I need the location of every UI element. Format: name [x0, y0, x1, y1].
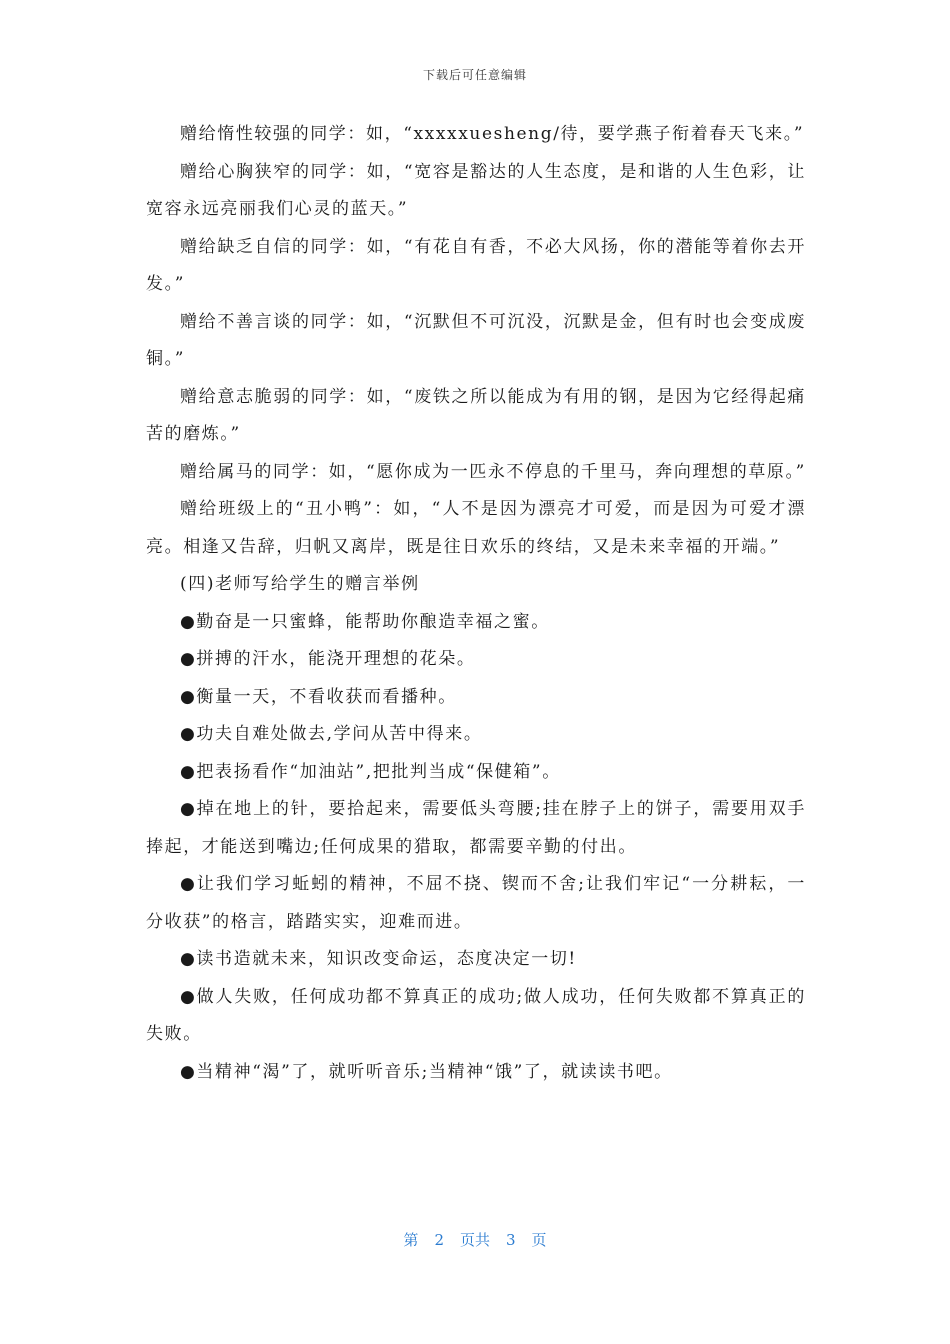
- list-item: ●做人失败，任何成功都不算真正的成功;做人成功，任何失败都不算真正的失败。: [146, 986, 806, 1044]
- list-item: ●读书造就未来，知识改变命运，态度决定一切!: [180, 949, 577, 969]
- paragraph: 赠给属马的同学：如，“愿你成为一匹永不停息的千里马，奔向理想的草原。”: [180, 461, 806, 482]
- total-page-count: 3: [506, 1231, 516, 1249]
- paragraph: 赠给心胸狭窄的同学：如，“宽容是豁达的人生态度，是和谐的人生色彩，让宽容永远亮丽我们心灵的蓝天。”: [146, 161, 806, 219]
- list-item: ●把表扬看作“加油站”,把批判当成“保健箱”。: [180, 761, 561, 782]
- document-body: [146, 116, 806, 1091]
- footer-suffix: 页: [531, 1231, 547, 1249]
- list-item: ●勤奋是一只蜜蜂，能帮助你酿造幸福之蜜。: [180, 611, 550, 632]
- footer-middle: 页共: [459, 1231, 490, 1249]
- paragraph: 赠给不善言谈的同学：如，“沉默但不可沉没，沉默是金，但有时也会变成废铜。”: [146, 311, 806, 369]
- list-item: ●拼搏的汗水，能浇开理想的花朵。: [180, 649, 476, 669]
- page-footer: [0, 1229, 950, 1250]
- paragraph: 赠给缺乏自信的同学：如，“有花自有香，不必大风扬，你的潜能等着你去开发。”: [146, 236, 806, 294]
- list-item: ●衡量一天，不看收获而看播种。: [180, 686, 457, 707]
- section-heading: (四)老师写给学生的赠言举例: [180, 574, 420, 594]
- paragraph: 赠给惰性较强的同学：如，“xxxxxuesheng/待，要学燕子衔着春天飞来。”: [180, 124, 805, 144]
- list-item: ●掉在地上的针，要拾起来，需要低头弯腰;挂在脖子上的饼子，需要用双手捧起，才能送到嘴边;任何成果的猎取，都需要辛勤的付出。: [146, 799, 806, 857]
- footer-prefix: 第: [403, 1231, 419, 1249]
- list-item: ●让我们学习蚯蚓的精神，不屈不挠、锲而不舍;让我们牢记“一分耕耘，一分收获”的格言，踏踏实实，迎难而进。: [146, 874, 806, 932]
- paragraph: 赠给班级上的“丑小鸭”：如，“人不是因为漂亮才可爱，而是因为可爱才漂亮。相逢又告辞，归帆又离岸，既是往日欢乐的终结，又是未来幸福的开端。”: [146, 499, 806, 557]
- list-item: ●当精神“渴”了，就听听音乐;当精神“饿”了，就读读书吧。: [180, 1061, 673, 1082]
- list-item: ●功夫自难处做去,学问从苦中得来。: [180, 724, 483, 744]
- page-header: 下载后可任意编辑: [422, 68, 527, 82]
- paragraph: 赠给意志脆弱的同学：如，“废铁之所以能成为有用的钢，是因为它经得起痛苦的磨炼。”: [146, 386, 806, 444]
- current-page-number: 2: [434, 1231, 444, 1249]
